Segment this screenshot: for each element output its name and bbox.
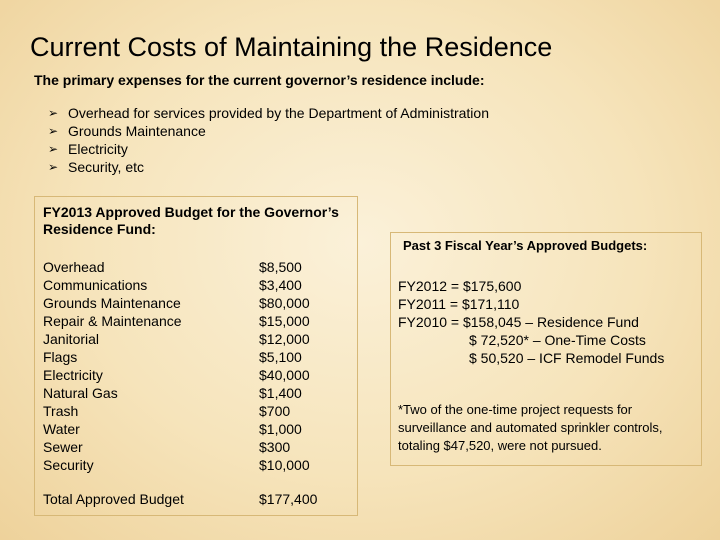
expense-bullet-list: [48, 104, 489, 176]
footnote: *Two of the one-time project requests for surveillance and automated sprinkler controls, totaling $47,520, were not pursued.: [398, 402, 663, 453]
expense-name: Sewer: [43, 439, 83, 455]
expense-amount: $1,000: [259, 421, 302, 437]
expense-name: Grounds Maintenance: [43, 295, 181, 311]
expense-name: Electricity: [43, 367, 103, 383]
past-budget-lines: [398, 277, 664, 367]
expense-amount: $3,400: [259, 277, 302, 293]
bullet-item: [48, 158, 489, 176]
bullet-item: [48, 140, 489, 158]
expense-name: Natural Gas: [43, 385, 118, 401]
intro-text: The primary expenses for the current governor’s residence include:: [34, 72, 485, 88]
bullet-item: [48, 104, 489, 122]
fy-line: $ 72,520* – One-Time Costs: [469, 332, 646, 348]
fy-line: FY2011 = $171,110: [398, 296, 520, 312]
arrow-bullet-icon: ➢: [48, 124, 59, 138]
budget-row: [43, 348, 310, 366]
arrow-bullet-icon: ➢: [48, 160, 59, 174]
expense-amount: $1,400: [259, 385, 302, 401]
budget-row: [43, 456, 310, 474]
slide-title: Current Costs of Maintaining the Residence: [30, 32, 553, 62]
budget-title: FY2013 Approved Budget for the Governor’s Residence Fund:: [43, 204, 339, 237]
expense-name: Flags: [43, 349, 78, 365]
total-label: Total Approved Budget: [43, 491, 184, 507]
expense-amount: $10,000: [259, 457, 310, 473]
budget-total-row: [43, 491, 317, 507]
expense-name: Repair & Maintenance: [43, 313, 182, 329]
fy-line: $ 50,520 – ICF Remodel Funds: [469, 350, 665, 366]
budget-row: [43, 312, 310, 330]
past-budgets-box: [390, 232, 702, 466]
expense-name: Janitorial: [43, 331, 100, 347]
budget-row: [43, 330, 310, 348]
arrow-bullet-icon: ➢: [48, 142, 59, 156]
budget-row: [43, 258, 310, 276]
fy-line: FY2010 = $158,045 – Residence Fund: [398, 314, 639, 330]
expense-amount: $300: [259, 439, 291, 455]
bullet-text: Grounds Maintenance: [68, 123, 206, 139]
budget-row: [43, 294, 310, 312]
bullet-text: Overhead for services provided by the Department of Administration: [68, 105, 489, 121]
fy2013-budget-box: [34, 196, 358, 516]
expense-amount: $8,500: [259, 259, 302, 275]
expense-name: Overhead: [43, 259, 105, 275]
expense-name: Trash: [43, 403, 79, 419]
bullet-text: Security, etc: [68, 159, 144, 175]
expense-amount: $40,000: [259, 367, 310, 383]
budget-row: [43, 366, 310, 384]
expense-name: Water: [43, 421, 80, 437]
arrow-bullet-icon: ➢: [48, 106, 59, 120]
expense-amount: $5,100: [259, 349, 302, 365]
bullet-text: Electricity: [68, 141, 128, 157]
expense-amount: $12,000: [259, 331, 310, 347]
total-amount: $177,400: [259, 491, 318, 507]
expense-amount: $700: [259, 403, 291, 419]
fy-line: FY2012 = $175,600: [398, 278, 522, 294]
expense-name: Communications: [43, 277, 148, 293]
expense-name: Security: [43, 457, 94, 473]
bullet-item: [48, 122, 489, 140]
past-budgets-title: Past 3 Fiscal Year’s Approved Budgets:: [403, 238, 648, 253]
budget-row: [43, 384, 310, 402]
budget-expense-list: [43, 258, 310, 474]
budget-row: [43, 420, 310, 438]
expense-amount: $15,000: [259, 313, 310, 329]
budget-row: [43, 402, 310, 420]
expense-amount: $80,000: [259, 295, 310, 311]
budget-row: [43, 276, 310, 294]
budget-row: [43, 438, 310, 456]
